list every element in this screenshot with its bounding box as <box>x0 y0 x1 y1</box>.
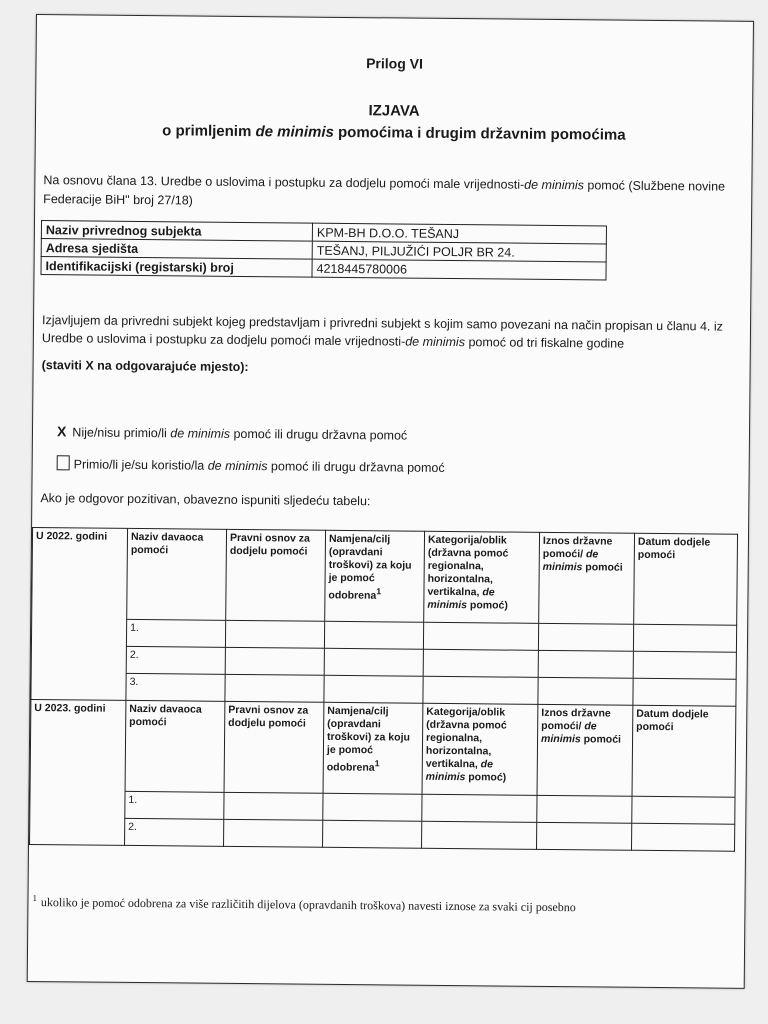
option-not-received[interactable]: X Nije/nisu primio/li de minimis pomoć ili drugu državna pomoć <box>56 423 408 443</box>
aid-table <box>29 527 738 852</box>
x-checkmark: X <box>56 423 67 440</box>
table-instruction: Ako je odgovor pozitivan, obavezno ispuniti sljedeću tabelu: <box>40 491 371 509</box>
checkbox-empty-icon[interactable] <box>57 455 70 470</box>
address-label: Adresa sjedišta <box>41 239 312 260</box>
header-pravni: Pravni osnov za dodjelu pomoći <box>224 701 324 793</box>
year-2022-label: U 2022. godini <box>31 527 128 700</box>
header-datum: Datum dodjele pomoći <box>634 533 738 625</box>
row-number: 2. <box>125 818 224 846</box>
header-naziv: Naziv davaoca pomoći <box>127 528 227 620</box>
table-header-row-2023 <box>30 699 736 797</box>
company-name-value: KPM-BH D.O.O. TEŠANJ <box>312 223 606 244</box>
document-sheet <box>27 14 754 989</box>
header-naziv: Naziv davaoca pomoći <box>125 700 225 792</box>
option-received[interactable]: Primio/li je/su koristio/la de minimis pomoć ili drugu državna pomoć <box>57 455 445 475</box>
footnote: $^1$ ukoliko je pomoć odobrena za više različitih dijelova (opravdanih troškova) navesti iznose za svaki cij posebno <box>32 893 576 915</box>
document-subtitle: o primljenim de minimis pomoćima i drugim državnim pomoćima <box>162 122 626 144</box>
id-number-label: Identifikacijski (registarski) broj <box>41 257 312 278</box>
header-namjena: Namjena/cilj (opravdani troškovi) za koju je pomoć odobrena$^1$ <box>325 530 425 622</box>
company-name-label: Naziv privrednog subjekta <box>41 221 312 242</box>
row-number: 2. <box>126 646 225 674</box>
table-header-row-2022 <box>32 527 738 625</box>
declaration-paragraph: Izjavljujem da privredni subjekt kojeg predstavljam i privredni subjekt s kojim samo povezani na način propisan u članu 4. iz Uredbe o uslovima i postupku za dodjelu pomoći male vrijednosti-de minimis pomoć od tri fiskalne godine <box>41 313 723 351</box>
company-info-table <box>40 220 607 280</box>
row-number: 1. <box>125 791 224 819</box>
header-pravni: Pravni osnov za dodjelu pomoći <box>226 529 326 621</box>
row-number: 1. <box>126 619 225 647</box>
header-namjena: Namjena/cilj (opravdani troškovi) za koju je pomoć odobrena$^1$ <box>323 702 423 794</box>
year-2023-label: U 2023. godini <box>30 699 126 845</box>
annex-label: Prilog VI <box>366 55 424 72</box>
instruction-text: (staviti X na odgovarajuće mjesto): <box>41 358 249 375</box>
intro-paragraph: Na osnovu člana 13. Uredbe o uslovima i postupku za dodjelu pomoći male vrijednosti-de minimis pomoć (Službene novine Federacije BiH" broj 27/18) <box>43 173 726 208</box>
id-number-value: 4218445780006 <box>312 259 606 280</box>
header-kategorija: Kategorija/oblik (državna pomoć regionalna, horizontalna, vertikalna, de minimis pomoć) <box>422 703 538 795</box>
header-kategorija: Kategorija/oblik (državna pomoć regionalna, horizontalna, vertikalna, de minimis pomoć) <box>424 531 540 623</box>
document-title: IZJAVA <box>368 102 420 120</box>
table-row <box>30 817 735 851</box>
header-datum: Datum dodjele pomoći <box>632 705 736 797</box>
address-value: TEŠANJ, PILJUŽIĆI POLJR BR 24. <box>312 241 606 262</box>
header-iznos: Iznos državne pomoći/ de minimis pomoći <box>539 532 635 624</box>
header-iznos: Iznos državne pomoći/ de minimis pomoći <box>537 704 633 796</box>
row-number: 3. <box>126 673 225 701</box>
